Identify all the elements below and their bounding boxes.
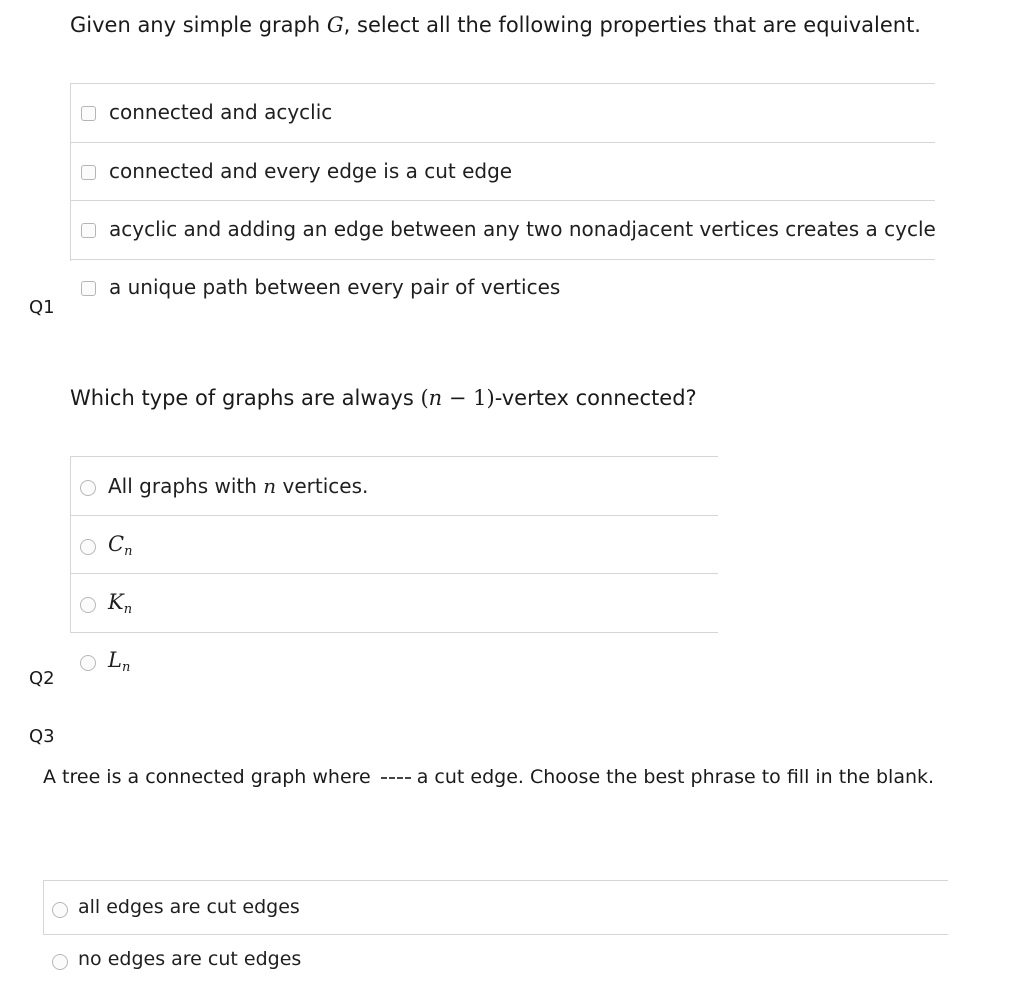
- q2-option-3-subscript: n: [123, 602, 133, 617]
- q2-option-3-radio[interactable]: [80, 597, 96, 613]
- q1-option-1-label[interactable]: connected and acyclic: [109, 100, 333, 124]
- q2-option-2-label[interactable]: [108, 532, 133, 559]
- q2-divider-2: [70, 573, 718, 574]
- q1-divider-1: [70, 142, 935, 143]
- q1-prompt-variable: G: [326, 13, 344, 37]
- q3-left-border: [43, 880, 44, 934]
- q2-option-4-base: L: [108, 648, 122, 672]
- q1-prompt-start: Given any simple graph: [70, 13, 327, 37]
- q2-option-2-base: C: [108, 532, 125, 556]
- q1-option-2-checkbox[interactable]: [81, 165, 96, 180]
- q1-divider-top: [70, 83, 935, 84]
- q2-option-1-variable: n: [263, 474, 277, 498]
- q2-prompt: [70, 386, 697, 410]
- q1-divider-2: [70, 200, 935, 201]
- q3-prompt-start: A tree is a connected graph where: [43, 766, 371, 788]
- q1-option-3-checkbox[interactable]: [81, 223, 96, 238]
- q2-divider-3: [70, 632, 718, 633]
- q2-option-1-radio[interactable]: [80, 480, 96, 496]
- q2-option-2-subscript: n: [124, 544, 133, 559]
- q2-prompt-end: -vertex connected?: [494, 386, 697, 410]
- q2-prompt-paren: (: [420, 386, 429, 410]
- q3-option-2-label[interactable]: no edges are cut edges: [78, 948, 302, 970]
- q2-option-3-base: K: [108, 590, 124, 614]
- q1-prompt-end: , select all the following properties that are equivalent.: [343, 13, 921, 37]
- q2-option-1-label[interactable]: [108, 474, 368, 498]
- q3-option-2-radio[interactable]: [52, 954, 68, 970]
- q2-option-4-subscript: n: [121, 660, 131, 675]
- q2-option-4-label[interactable]: [108, 648, 131, 675]
- q2-option-3-label[interactable]: [108, 590, 133, 617]
- q1-option-4-checkbox[interactable]: [81, 281, 96, 296]
- q2-option-4-radio[interactable]: [80, 655, 96, 671]
- q3-option-1-radio[interactable]: [52, 902, 68, 918]
- q3-fill-blank: [381, 777, 411, 779]
- q1-option-1-checkbox[interactable]: [81, 106, 96, 121]
- q1-option-4-label[interactable]: a unique path between every pair of vertices: [109, 275, 561, 299]
- q1-divider-3: [70, 259, 935, 260]
- q3-option-1-label[interactable]: all edges are cut edges: [78, 896, 300, 918]
- q1-label: Q1: [29, 297, 55, 318]
- q3-divider-top: [43, 880, 948, 881]
- q2-prompt-start: Which type of graphs are always: [70, 386, 421, 410]
- q1-prompt: [70, 13, 921, 37]
- q2-label: Q2: [29, 668, 55, 689]
- q2-option-1-text-end: vertices.: [276, 474, 369, 498]
- q2-left-border: [70, 456, 71, 633]
- q2-option-1-text-start: All graphs with: [108, 474, 264, 498]
- q1-option-2-label[interactable]: connected and every edge is a cut edge: [109, 159, 513, 183]
- q2-option-2-radio[interactable]: [80, 539, 96, 555]
- q1-left-border: [70, 83, 71, 261]
- q3-prompt: [43, 766, 934, 788]
- q3-divider-1: [43, 934, 948, 935]
- q2-divider-top: [70, 456, 718, 457]
- q2-prompt-n: n: [428, 386, 443, 410]
- q2-prompt-minus-one: − 1): [442, 386, 495, 410]
- q1-option-3-label[interactable]: acyclic and adding an edge between any two nonadjacent vertices creates a cycle: [109, 217, 936, 241]
- q2-divider-1: [70, 515, 718, 516]
- q3-prompt-end: a cut edge. Choose the best phrase to fill in the blank.: [416, 766, 935, 788]
- q3-label: Q3: [29, 726, 55, 747]
